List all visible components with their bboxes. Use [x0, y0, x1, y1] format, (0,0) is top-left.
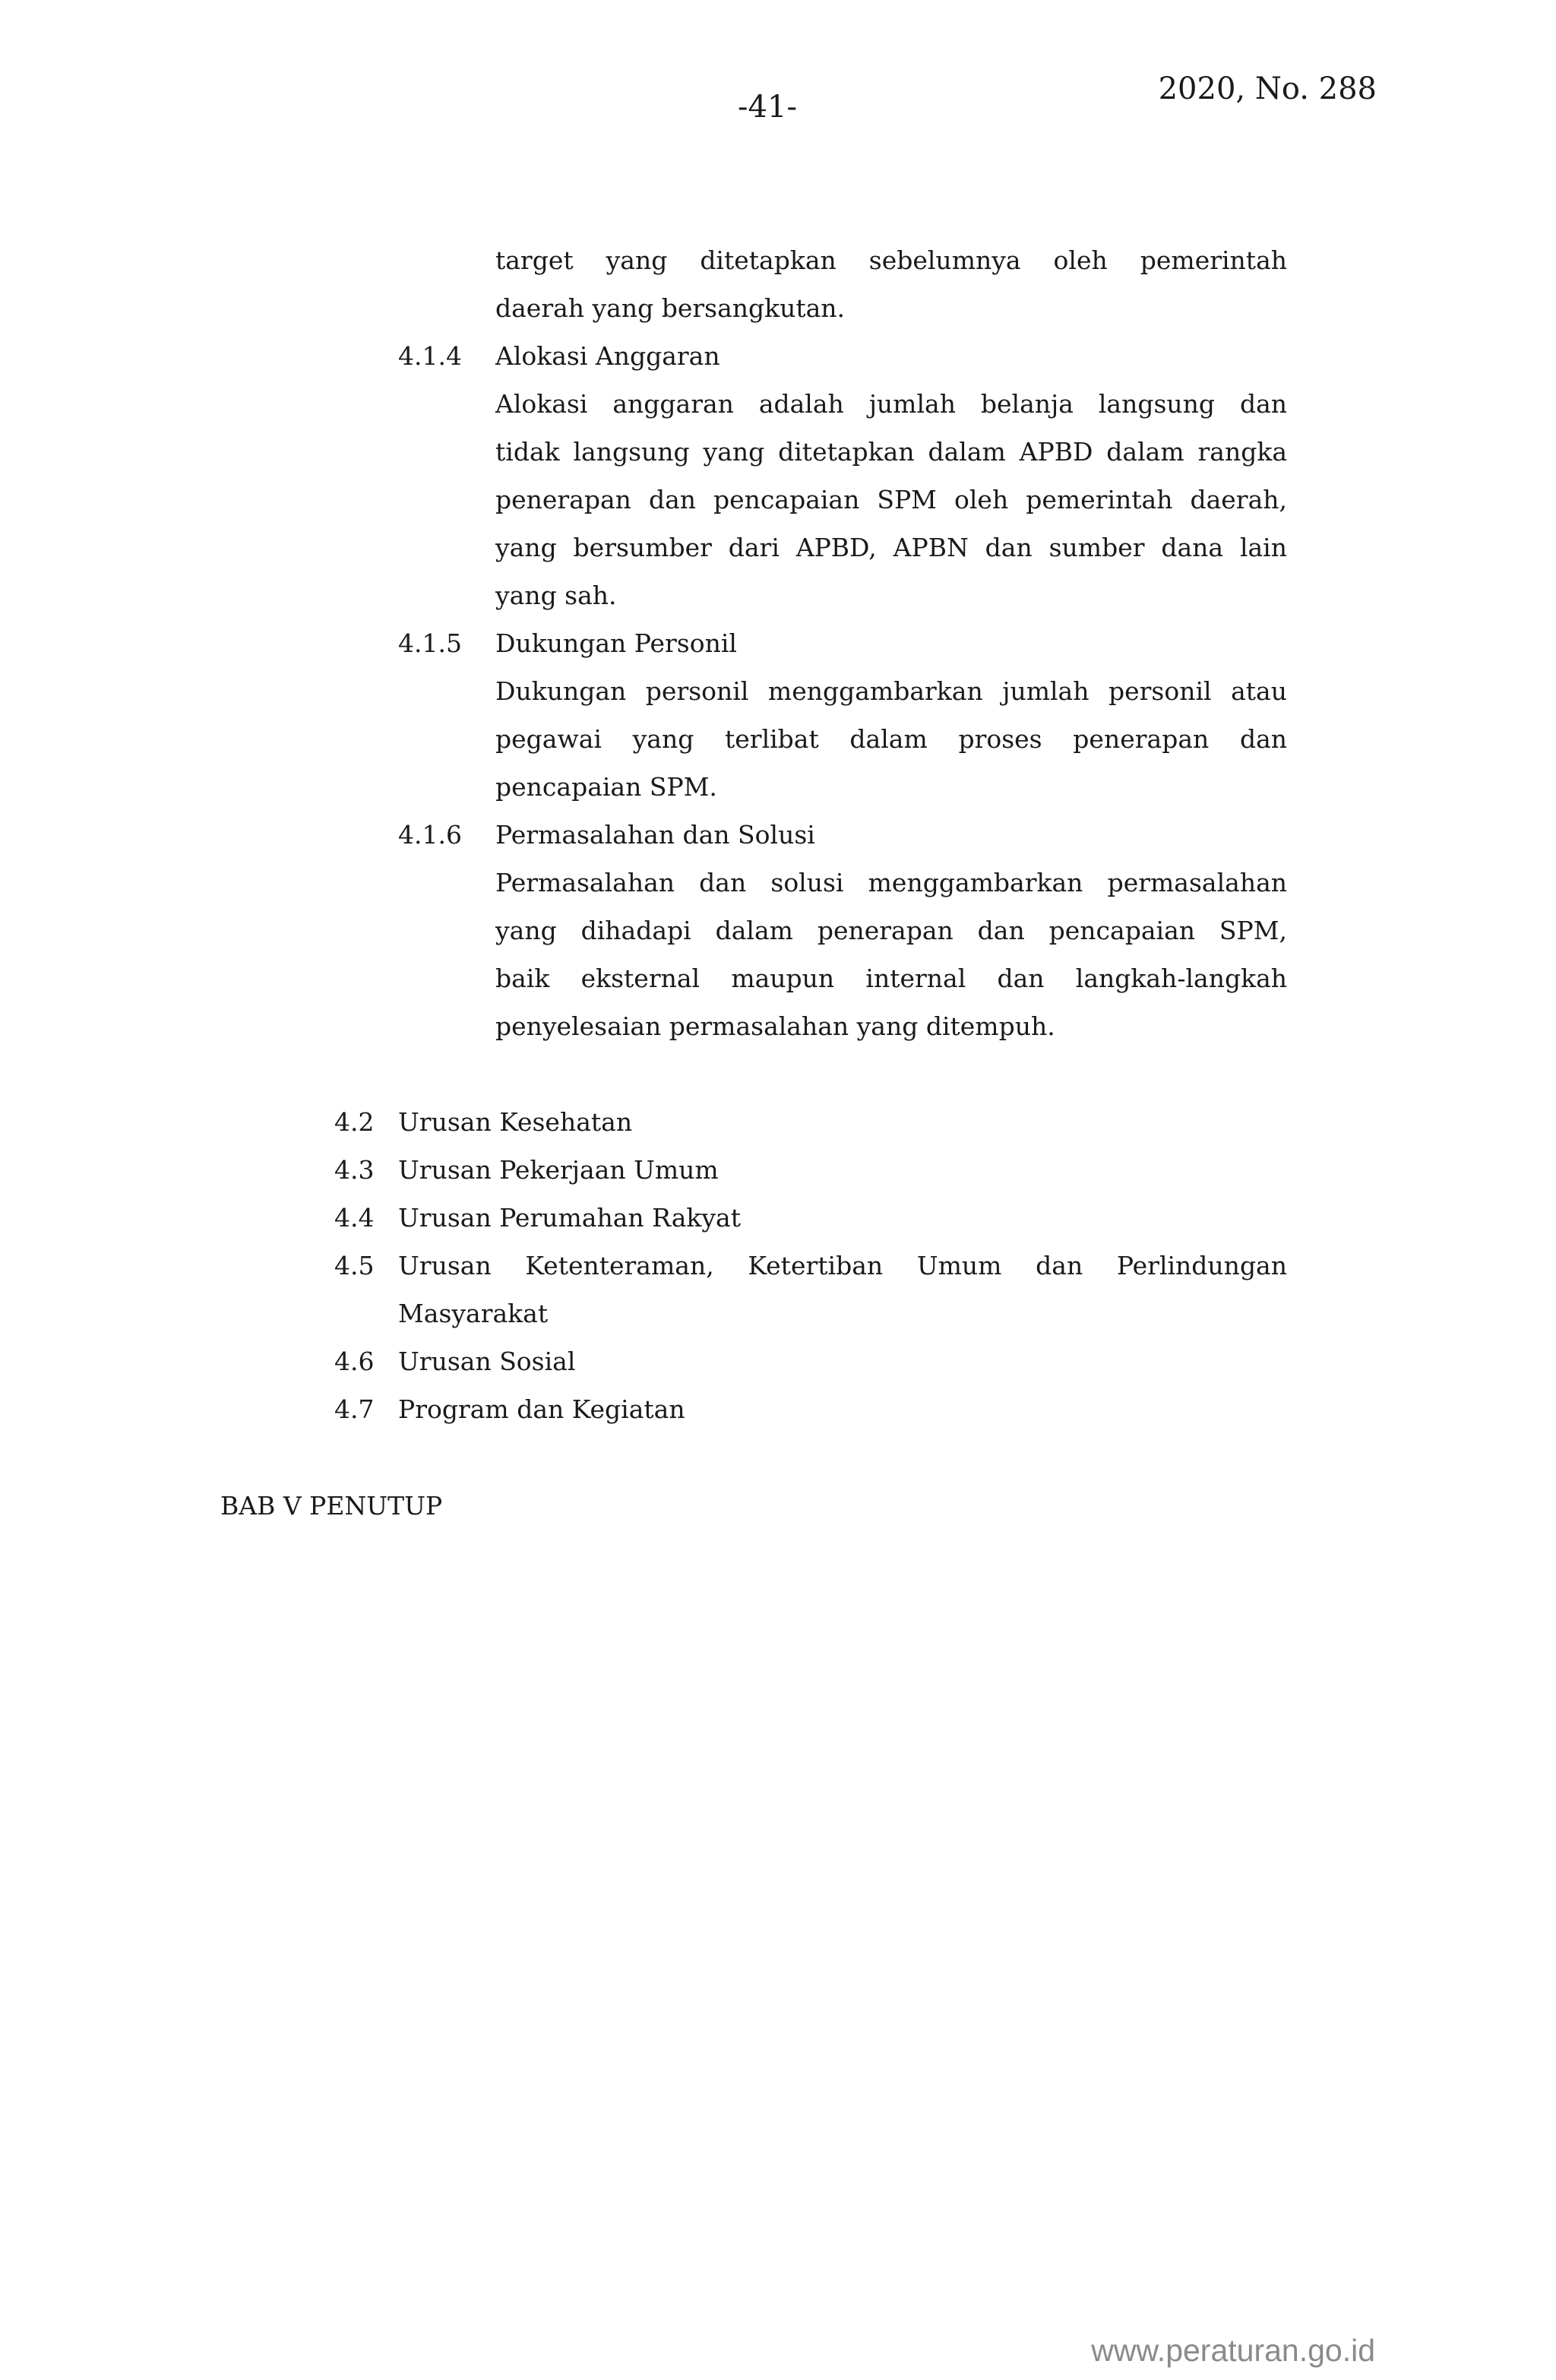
- footer-website[interactable]: www.peraturan.go.id: [1091, 2333, 1375, 2368]
- section-number: 4.1.6: [398, 820, 462, 850]
- item-label: Urusan Perumahan Rakyat: [398, 1203, 741, 1233]
- item-label: Urusan Sosial: [398, 1347, 576, 1376]
- body-line: yang sah.: [495, 581, 617, 610]
- item-label: Urusan Ketenteraman, Ketertiban Umum dan Perlindungan: [398, 1251, 1287, 1280]
- body-line: yang dihadapi dalam penerapan dan pencapaian SPM,: [495, 916, 1287, 945]
- item-number: 4.7: [334, 1394, 375, 1424]
- section-title: Permasalahan dan Solusi: [495, 820, 815, 850]
- body-line: baik eksternal maupun internal dan langkah-langkah: [495, 964, 1287, 993]
- page-number: -41-: [738, 90, 797, 125]
- chapter-heading: BAB V PENUTUP: [220, 1491, 443, 1521]
- item-label: Program dan Kegiatan: [398, 1394, 685, 1424]
- item-number: 4.3: [334, 1155, 375, 1185]
- section-number: 4.1.4: [398, 341, 462, 371]
- document-reference: 2020, No. 288: [1158, 71, 1377, 106]
- body-line: penyelesaian permasalahan yang ditempuh.: [495, 1011, 1055, 1041]
- body-line: yang bersumber dari APBD, APBN dan sumber dana lain: [495, 533, 1287, 562]
- body-line: Permasalahan dan solusi menggambarkan permasalahan: [495, 868, 1287, 897]
- body-line: tidak langsung yang ditetapkan dalam APBD dalam rangka: [495, 437, 1287, 467]
- item-label-continuation: Masyarakat: [398, 1299, 549, 1328]
- body-line: pencapaian SPM.: [495, 772, 717, 802]
- body-line: daerah yang bersangkutan.: [495, 293, 846, 323]
- body-line: penerapan dan pencapaian SPM oleh pemerintah daerah,: [495, 485, 1287, 514]
- body-line: target yang ditetapkan sebelumnya oleh pemerintah: [495, 245, 1287, 275]
- item-number: 4.5: [334, 1251, 375, 1280]
- body-line: pegawai yang terlibat dalam proses penerapan dan: [495, 724, 1287, 754]
- item-number: 4.4: [334, 1203, 375, 1233]
- section-number: 4.1.5: [398, 628, 462, 658]
- item-number: 4.6: [334, 1347, 375, 1376]
- section-title: Dukungan Personil: [495, 628, 737, 658]
- item-label: Urusan Kesehatan: [398, 1107, 633, 1137]
- section-title: Alokasi Anggaran: [495, 341, 720, 371]
- body-line: Alokasi anggaran adalah jumlah belanja langsung dan: [495, 389, 1287, 419]
- item-label: Urusan Pekerjaan Umum: [398, 1155, 719, 1185]
- body-line: Dukungan personil menggambarkan jumlah personil atau: [495, 676, 1287, 706]
- item-number: 4.2: [334, 1107, 375, 1137]
